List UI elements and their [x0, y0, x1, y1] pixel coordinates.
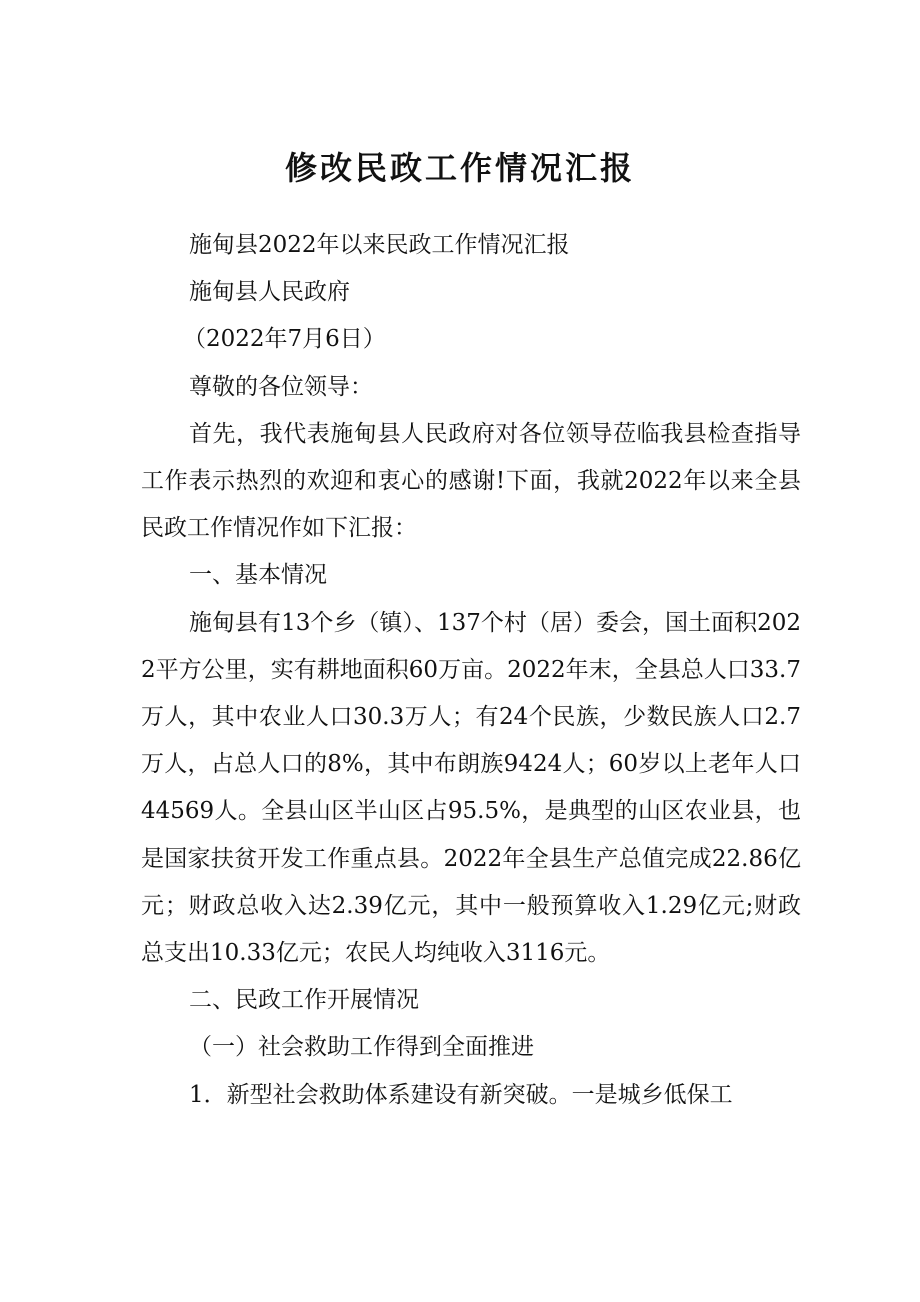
report-date: （2022年7月6日） — [183, 326, 386, 353]
subsection-heading-social-assistance: （一）社会救助工作得到全面推进 — [189, 1034, 534, 1061]
document-body — [141, 222, 801, 1119]
basic-situation-paragraph: 施甸县有13个乡（镇）、137个村（居）委会，国土面积2022平方公里，实有耕地面积60万亩。2022年末，全县总人口33.7万人，其中农业人口30.3万人；有24个民族，少数民族人口2.7万人，占总人口的8%，其中布朗族9424人；60岁以上老年人口44569人。全县山区半山区占95.5%，是典型的山区农业县，也是国家扶贫开发工作重点县。2022年全县生产总值完成22.86亿元；财政总收入达2.39亿元，其中一般预算收入1.29亿元;财政总支出10.33亿元；农民人均纯收入3116元。 — [141, 609, 801, 967]
document-title: 修改民政工作情况汇报 — [284, 149, 635, 187]
opening-paragraph: 首先，我代表施甸县人民政府对各位领导莅临我县检查指导工作表示热烈的欢迎和衷心的感谢!下面，我就2022年以来全县民政工作情况作如下汇报： — [141, 420, 801, 542]
item-1-paragraph: 1．新型社会救助体系建设有新突破。一是城乡低保工 — [189, 1081, 733, 1108]
report-subtitle: 施甸县2022年以来民政工作情况汇报 — [189, 232, 570, 258]
section-heading-basic-situation: 一、基本情况 — [189, 562, 327, 589]
salutation: 尊敬的各位领导： — [189, 373, 373, 400]
issuing-authority: 施甸县人民政府 — [189, 279, 350, 306]
section-heading-civil-affairs-work: 二、民政工作开展情况 — [189, 987, 419, 1014]
